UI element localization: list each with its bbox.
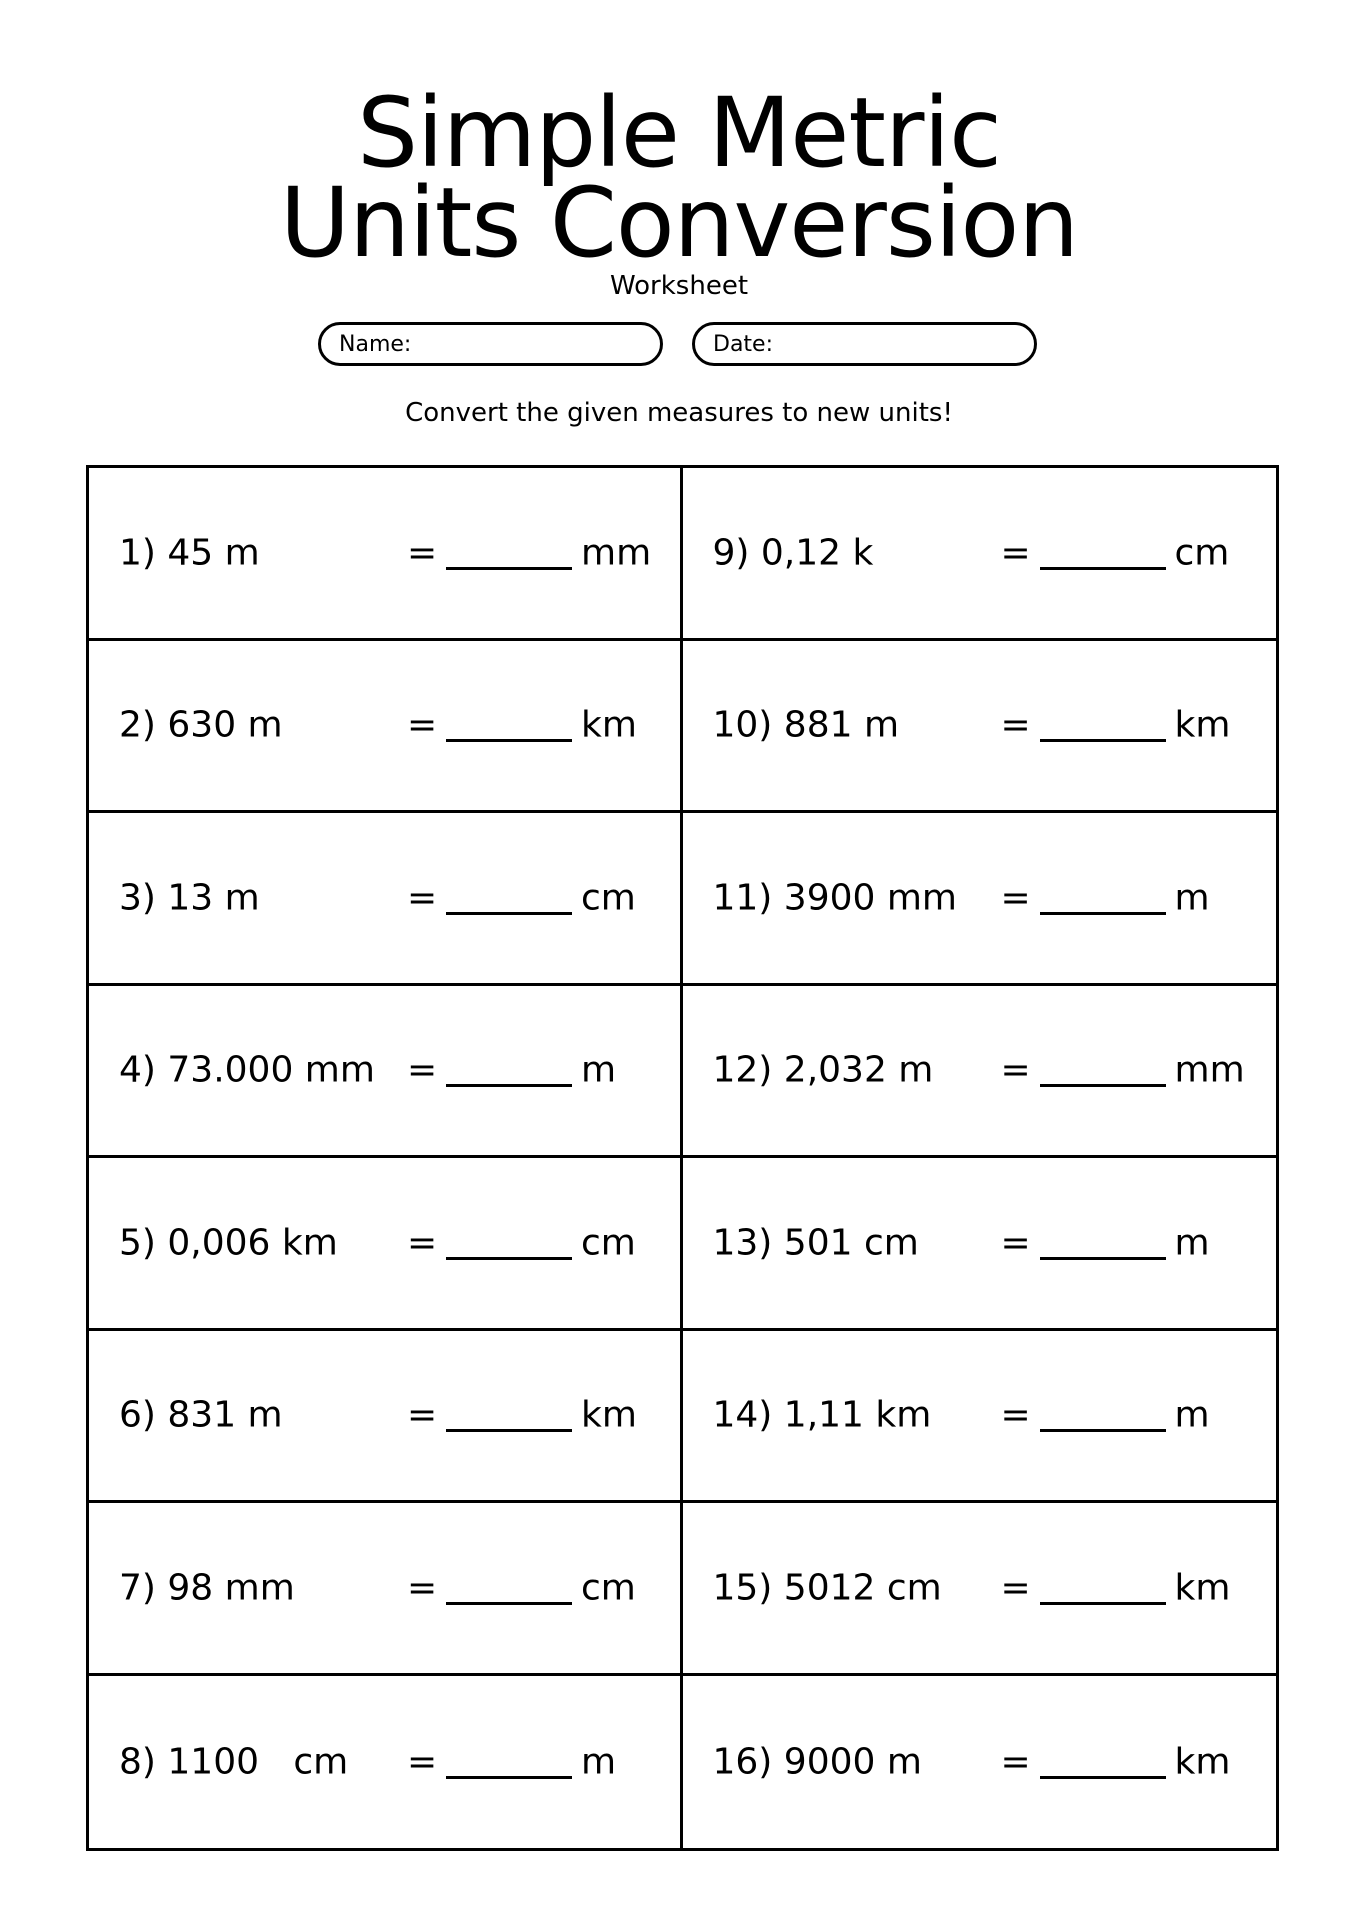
target-unit: cm [1174, 532, 1230, 574]
problem-prompt: 10) 881 m [712, 704, 900, 746]
problem-prompt: 7) 98 mm [119, 1567, 295, 1609]
target-unit: m [1174, 877, 1210, 919]
problem-prompt: 16) 9000 m [712, 1741, 922, 1783]
target-unit: cm [581, 1222, 636, 1264]
equals-sign: = [1000, 532, 1031, 574]
answer-blank[interactable] [1040, 739, 1166, 742]
equals-sign: = [1000, 1741, 1031, 1783]
instructions: Convert the given measures to new units! [405, 398, 953, 428]
problem-cell [89, 813, 683, 986]
title-line-1: Simple Metric [357, 77, 1001, 189]
problem-cell [89, 1676, 683, 1849]
equals-sign: = [1000, 1567, 1031, 1609]
problem-prompt: 13) 501 cm [712, 1222, 919, 1264]
problem-prompt: 5) 0,006 km [119, 1222, 338, 1264]
target-unit: km [581, 1394, 637, 1436]
answer-blank[interactable] [446, 1602, 572, 1605]
equals-sign: = [407, 532, 438, 574]
answer-blank[interactable] [1040, 1602, 1166, 1605]
target-unit: m [1174, 1394, 1210, 1436]
answer-blank[interactable] [1040, 567, 1166, 570]
target-unit: m [581, 1741, 617, 1783]
answer-blank[interactable] [446, 567, 572, 570]
answer-blank[interactable] [1040, 1084, 1166, 1087]
problem-prompt: 1) 45 m [119, 532, 260, 574]
problem-cell [89, 986, 683, 1159]
answer-blank[interactable] [446, 1084, 572, 1087]
answer-blank[interactable] [446, 739, 572, 742]
answer-blank[interactable] [1040, 912, 1166, 915]
problem-prompt: 14) 1,11 km [712, 1394, 932, 1436]
problem-cell [89, 641, 683, 814]
target-unit: mm [581, 532, 652, 574]
equals-sign: = [1000, 1222, 1031, 1264]
problem-cell [89, 1158, 683, 1331]
answer-blank[interactable] [1040, 1776, 1166, 1779]
target-unit: m [581, 1049, 617, 1091]
worksheet-subtitle: Worksheet [609, 271, 749, 301]
problem-prompt: 2) 630 m [119, 704, 283, 746]
name-field[interactable] [318, 322, 663, 366]
problem-cell [89, 468, 683, 641]
problem-prompt: 12) 2,032 m [712, 1049, 934, 1091]
problem-prompt: 8) 1100 cm [119, 1741, 349, 1783]
worksheet-title [0, 77, 1358, 279]
date-field[interactable] [692, 322, 1037, 366]
answer-blank[interactable] [446, 1776, 572, 1779]
target-unit: km [1174, 1567, 1231, 1609]
problem-prompt: 15) 5012 cm [712, 1567, 942, 1609]
problem-cell [683, 1503, 1277, 1676]
problem-cell [683, 468, 1277, 641]
target-unit: km [1174, 1741, 1231, 1783]
problem-cell [683, 986, 1277, 1159]
target-unit: cm [581, 877, 636, 919]
target-unit: cm [581, 1567, 636, 1609]
equals-sign: = [407, 877, 438, 919]
answer-blank[interactable] [1040, 1257, 1166, 1260]
equals-sign: = [407, 1567, 438, 1609]
equals-sign: = [1000, 1394, 1031, 1436]
problem-prompt: 11) 3900 mm [712, 877, 957, 919]
title-line-2: Units Conversion [279, 167, 1079, 279]
target-unit: km [1174, 704, 1231, 746]
problem-cell [683, 1158, 1277, 1331]
problem-cell [683, 1676, 1277, 1849]
problem-cell [683, 1331, 1277, 1504]
problem-cell [89, 1331, 683, 1504]
answer-blank[interactable] [446, 1257, 572, 1260]
target-unit: mm [1174, 1049, 1245, 1091]
answer-blank[interactable] [446, 912, 572, 915]
problem-cell [683, 813, 1277, 986]
equals-sign: = [1000, 1049, 1031, 1091]
answer-blank[interactable] [446, 1429, 572, 1432]
date-field-label: Date: [713, 332, 773, 357]
problem-prompt: 3) 13 m [119, 877, 260, 919]
problems-table [86, 465, 1279, 1851]
equals-sign: = [407, 1394, 438, 1436]
name-field-label: Name: [339, 332, 412, 357]
equals-sign: = [1000, 877, 1031, 919]
target-unit: km [581, 704, 637, 746]
equals-sign: = [407, 1741, 438, 1783]
equals-sign: = [407, 1049, 438, 1091]
equals-sign: = [1000, 704, 1031, 746]
problem-cell [683, 641, 1277, 814]
problem-prompt: 6) 831 m [119, 1394, 283, 1436]
problem-prompt: 4) 73.000 mm [119, 1049, 375, 1091]
answer-blank[interactable] [1040, 1429, 1166, 1432]
problem-prompt: 9) 0,12 k [712, 532, 874, 574]
problem-cell [89, 1503, 683, 1676]
equals-sign: = [407, 704, 438, 746]
target-unit: m [1174, 1222, 1210, 1264]
equals-sign: = [407, 1222, 438, 1264]
